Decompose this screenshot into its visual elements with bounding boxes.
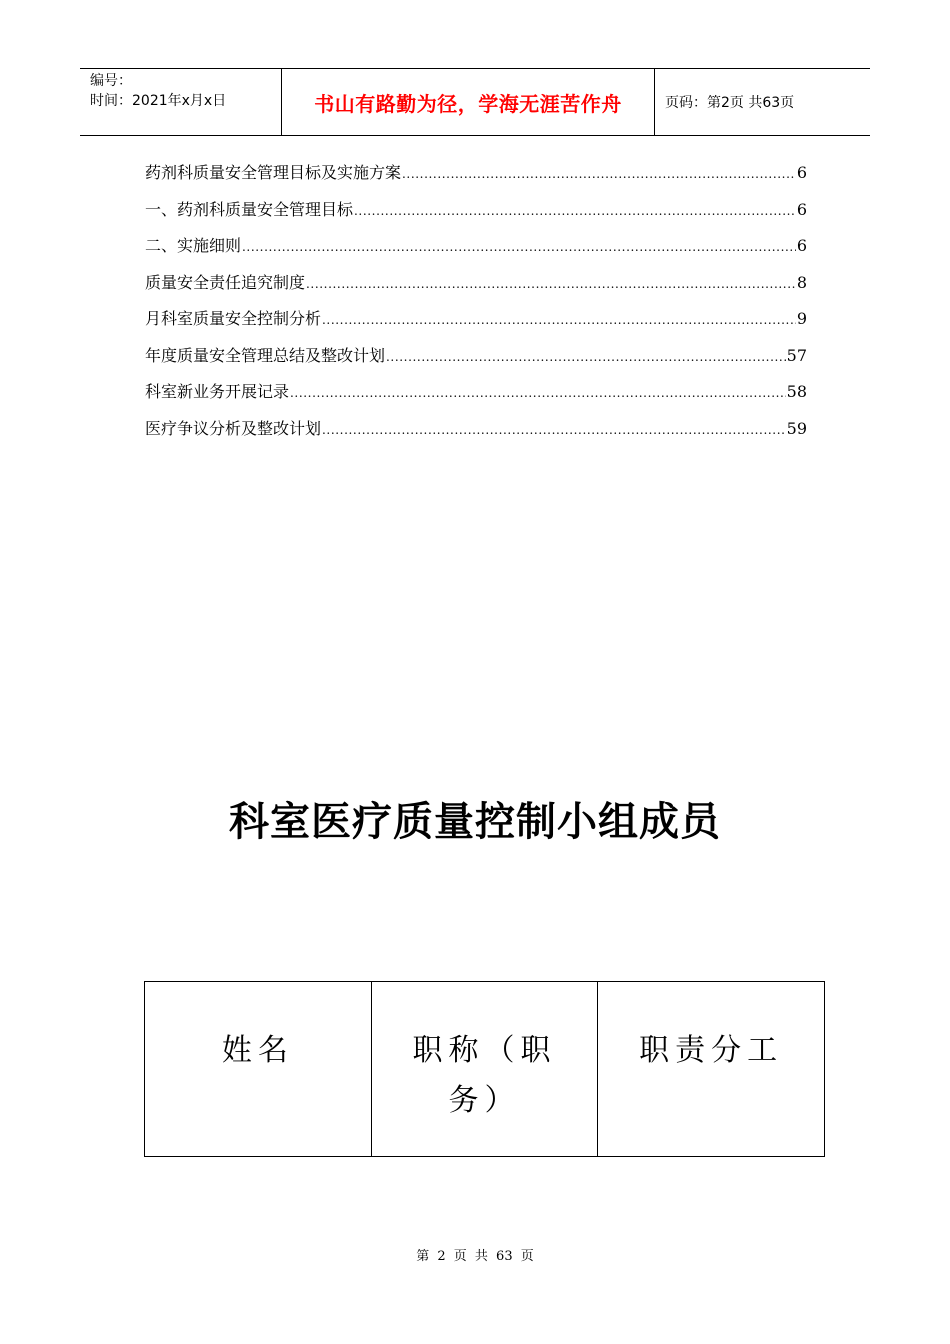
column-header-title: 职称（职务） [371,982,598,1157]
toc-entry[interactable] [145,228,807,265]
column-header-name: 姓名 [145,982,372,1157]
toc-leader-dots [322,302,796,339]
toc-leader-dots [306,266,796,303]
column-header-duty: 职责分工 [598,982,825,1157]
toc-entry-page: 6 [796,199,807,219]
header-motto: 书山有路勤为径，学海无涯苦作舟 [314,91,622,116]
members-table [144,981,825,1157]
toc-entry-title: 质量安全责任追究制度 [145,272,306,292]
header-page-info: 页码：第2页 共63页 [665,95,795,111]
toc-entry-page: 6 [796,163,807,182]
toc-entry-title: 月科室质量安全控制分析 [145,309,322,328]
toc-leader-dots [290,375,786,412]
toc-entry-title: 医疗争议分析及整改计划 [145,418,322,438]
toc-entry-title: 一、药剂科质量安全管理目标 [145,199,354,219]
toc-entry-title: 药剂科质量安全管理目标及实施方案 [145,163,402,182]
toc-entry-title: 科室新业务开展记录 [145,382,290,401]
toc-entry-title: 二、实施细则 [145,236,242,255]
document-number-label: 编号： [90,73,132,89]
toc-entry[interactable] [145,265,807,302]
toc-entry-page: 6 [796,236,807,255]
toc-entry-page: 8 [796,272,807,292]
toc-entry[interactable] [145,411,807,448]
section-title: 科室医疗质量控制小组成员 [229,798,721,845]
toc-entry-title: 年度质量安全管理总结及整改计划 [145,345,386,365]
header-divider-right [654,68,655,136]
toc-entry-page: 58 [786,382,807,401]
toc-entry[interactable] [145,338,807,375]
toc-entry[interactable] [145,374,807,411]
toc-entry-page: 59 [786,418,807,438]
toc-leader-dots [242,229,796,266]
document-date: 时间：2021年x月x日 [90,93,227,109]
header-meta [90,71,226,111]
toc-entry-page: 9 [796,309,807,328]
toc-entry[interactable] [145,192,807,229]
toc-leader-dots [322,412,786,449]
toc-entry[interactable] [145,155,807,192]
toc-leader-dots [386,339,786,376]
table-of-contents [145,155,807,447]
table-header-row [145,982,825,1157]
toc-entry[interactable] [145,301,807,338]
toc-leader-dots [354,193,796,230]
toc-leader-dots [402,156,796,193]
page-footer: 第 2 页 共 63 页 [416,1249,534,1264]
toc-entry-page: 57 [786,345,807,365]
